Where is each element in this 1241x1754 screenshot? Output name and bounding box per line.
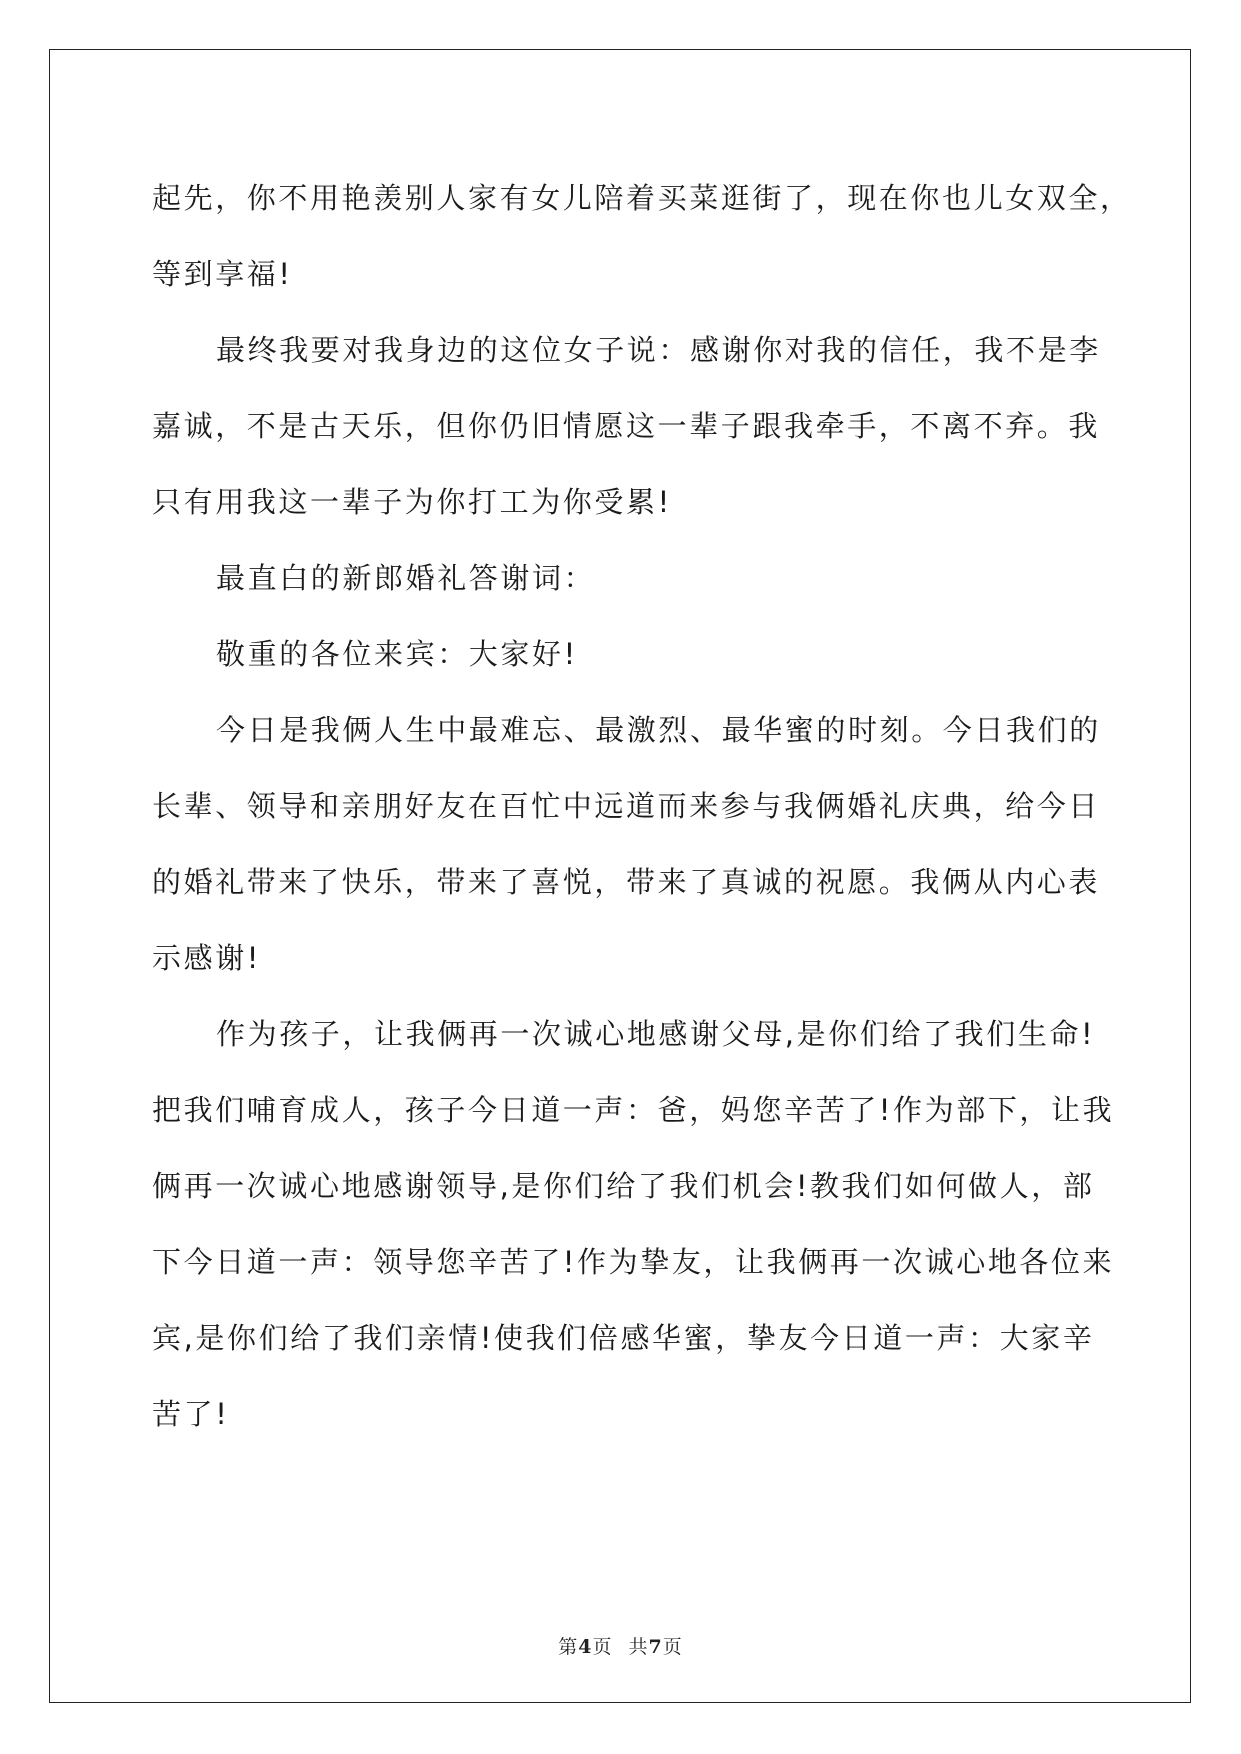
text-line: 示感谢! [152,941,262,975]
page-footer [0,1632,1241,1659]
text-line: 作为孩子，让我俩再一次诚心地感谢父母,是你们给了我们生命! [216,1017,1096,1051]
text-line: 把我们哺育成人，孩子今日道一声：爸，妈您辛苦了!作为部下，让我 [152,1093,1115,1127]
text-line: 下今日道一声：领导您辛苦了!作为挚友，让我俩再一次诚心地各位来 [152,1245,1115,1279]
text-line: 最直白的新郎婚礼答谢词： [216,561,596,595]
text-line: 的婚礼带来了快乐，带来了喜悦，带来了真诚的祝愿。我俩从内心表 [152,865,1101,899]
document-body [152,160,1132,1452]
text-line: 只有用我这一辈子为你打工为你受累! [152,485,672,519]
text-line: 最终我要对我身边的这位女子说：感谢你对我的信任，我不是李 [216,333,1101,367]
total-prefix: 共 [628,1636,649,1658]
page-prefix: 第 [558,1636,579,1658]
total-suffix: 页 [662,1636,683,1658]
text-line: 嘉诚，不是古天乐，但你仍旧情愿这一辈子跟我牵手，不离不弃。我 [152,409,1101,443]
text-line: 敬重的各位来宾：大家好! [216,637,578,671]
text-line: 宾,是你们给了我们亲情!使我们倍感华蜜，挚友今日道一声：大家辛 [152,1321,1095,1355]
text-line: 起先，你不用艳羡别人家有女儿陪着买菜逛街了，现在你也儿女双全， [152,181,1132,215]
text-line: 今日是我俩人生中最难忘、最激烈、最华蜜的时刻。今日我们的 [216,713,1101,747]
text-line: 苦了! [152,1397,230,1431]
total-page-count: 7 [648,1636,663,1658]
text-line: 长辈、领导和亲朋好友在百忙中远道而来参与我俩婚礼庆典，给今日 [152,789,1101,823]
current-page-number: 4 [578,1636,593,1658]
page-suffix: 页 [592,1636,613,1658]
text-line: 等到享福! [152,257,293,291]
text-line: 俩再一次诚心地感谢领导,是你们给了我们机会!教我们如何做人，部 [152,1169,1095,1203]
